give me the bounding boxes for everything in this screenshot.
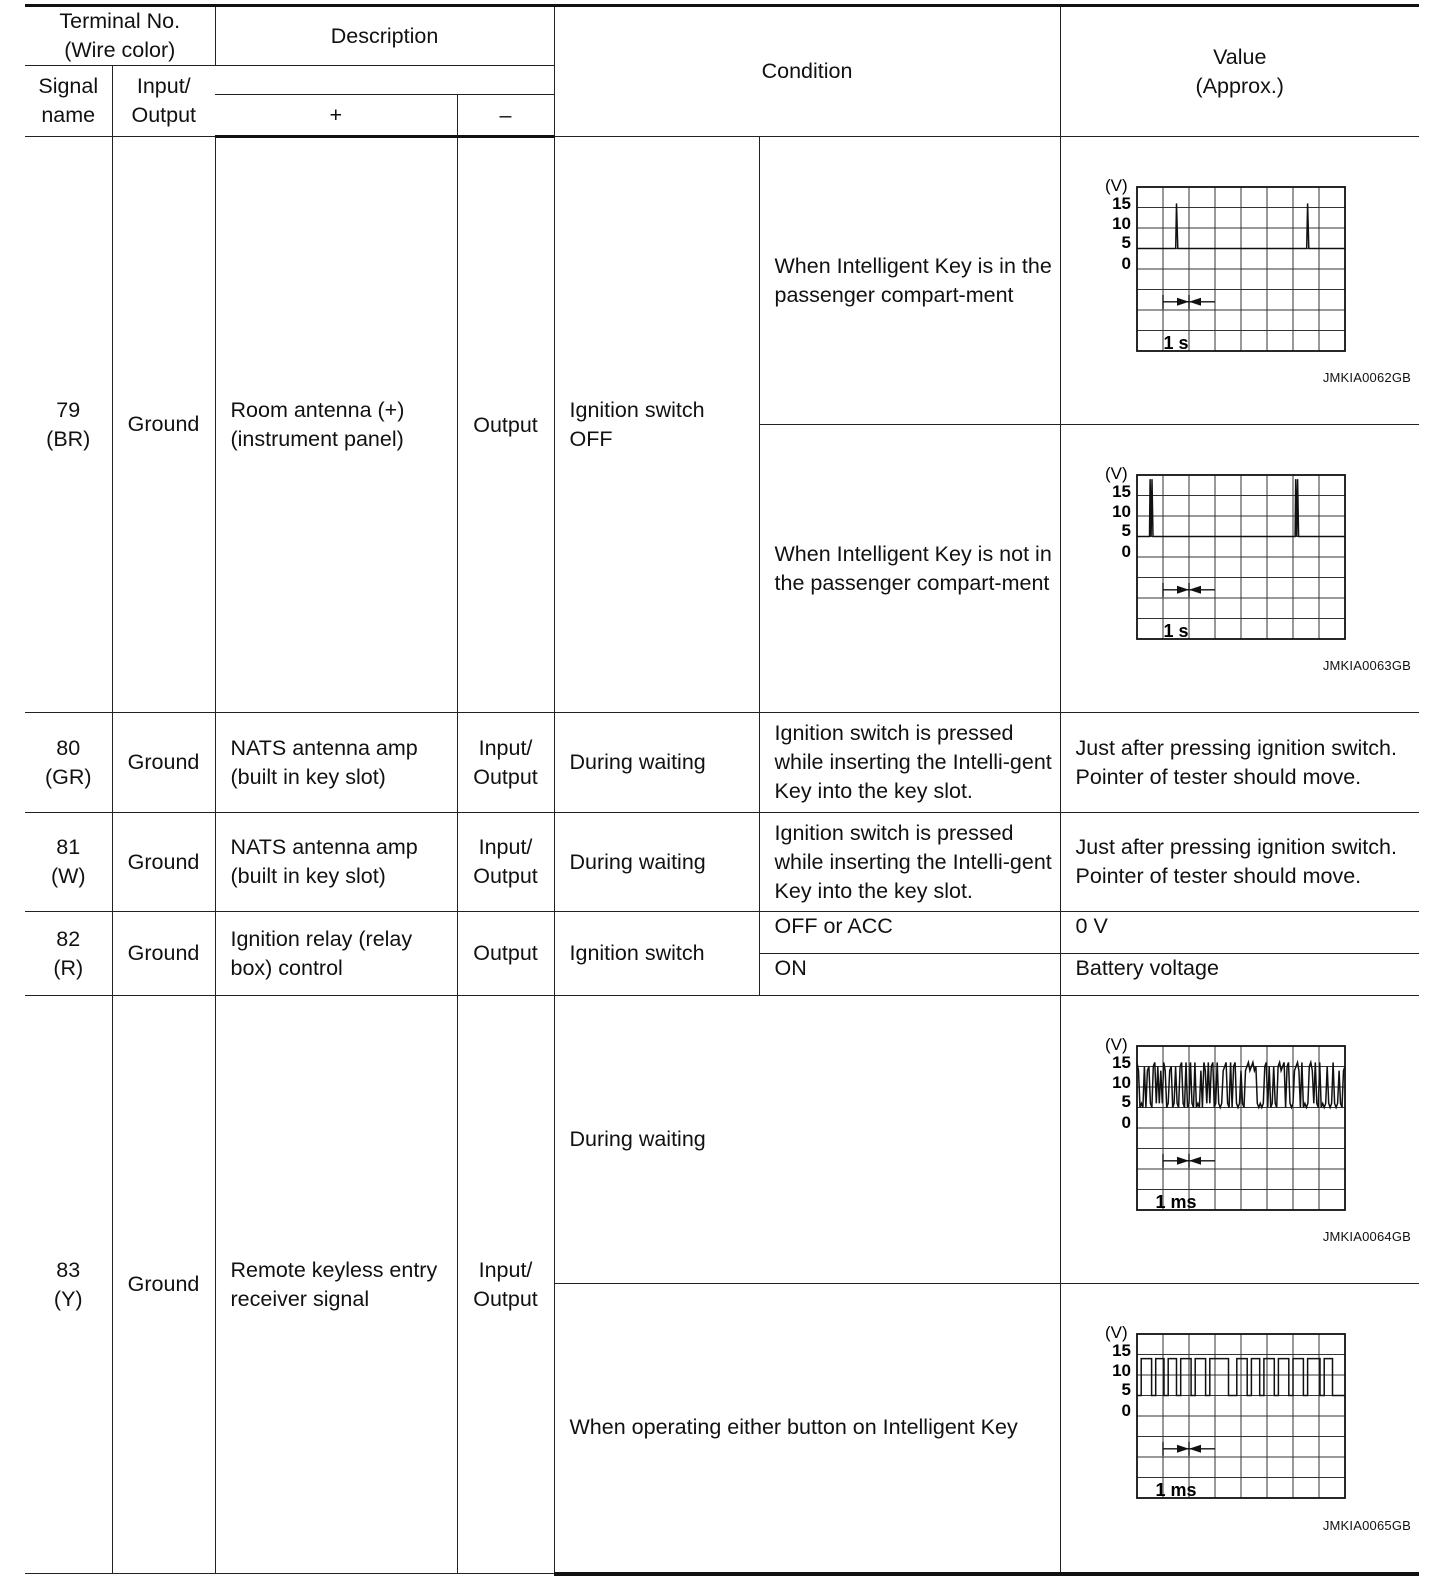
scope-tick-label: 0 [1121,542,1131,561]
io-81: Input/ Output [457,813,554,912]
value-82-on: Battery voltage [1060,954,1419,996]
subcondition-82-off: OFF or ACC [759,912,1060,954]
scope-tick-label: 15 [1111,194,1131,213]
value-header [1060,6,1419,137]
scope-tick-label: 10 [1111,1073,1131,1092]
condition-83-operating: When operating either button on Intelligent Key [554,1284,1060,1574]
time-scale-label: 1 s [1163,621,1189,641]
value-label: Value [1213,44,1267,69]
condition-82: Ignition switch [554,912,759,996]
value-82-off: 0 V [1060,912,1419,954]
condition-header: Condition [554,6,1060,137]
figure-code-83-waiting: JMKIA0064GB [1322,1229,1412,1244]
ground-80: Ground [112,713,215,813]
waveform-cell-83-waiting [1060,996,1419,1284]
time-arrow-right [1177,586,1189,594]
terminal-81: 81 (W) [25,813,112,912]
time-arrow-left [1189,298,1201,306]
time-arrow-left [1189,1445,1201,1453]
waveform-cell-79-in [1060,137,1419,425]
subcondition-81: Ignition switch is pressed while inserting the Intelli-gent Key into the key slot. [759,813,1060,912]
time-arrow-left [1189,586,1201,594]
input-output-header: Input/ Output [112,66,215,137]
signal-80: NATS antenna amp (built in key slot) [215,713,457,813]
time-scale-label: 1 ms [1155,1192,1197,1212]
scope-tick-label: 15 [1111,482,1131,501]
description-header: Description [215,6,554,66]
scope-unit-label: (V) [1104,176,1128,195]
time-arrow-left [1189,1157,1201,1165]
io-82: Output [457,912,554,996]
ground-82: Ground [112,912,215,996]
value-81: Just after pressing ignition switch. Pointer of tester should move. [1060,813,1419,912]
signal-83: Remote keyless entry receiver signal [215,996,457,1574]
scope-tick-label: 5 [1121,233,1131,252]
terminal-spec-table [25,4,1419,1576]
ground-81: Ground [112,813,215,912]
figure-code-79-out: JMKIA0063GB [1322,658,1412,673]
scope-unit-label: (V) [1104,464,1128,483]
figure-code-79-in: JMKIA0062GB [1322,370,1412,385]
terminal-79: 79 (BR) [25,137,112,713]
io-79: Output [457,137,554,713]
scope-tick-label: 0 [1121,254,1131,273]
waveform-79-in [1105,175,1355,365]
ground-79: Ground [112,137,215,713]
time-scale-label: 1 ms [1155,1480,1197,1500]
ground-83: Ground [112,996,215,1574]
scope-tick-label: 5 [1121,521,1131,540]
subcondition-79-in: When Intelligent Key is in the passenger compart-ment [759,137,1060,425]
terminal-80: 80 (GR) [25,713,112,813]
waveform-83-operating [1105,1322,1355,1512]
terminal-no-header [25,6,215,66]
condition-83-waiting: During waiting [554,996,1060,1284]
subcondition-79-out: When Intelligent Key is not in the passenger compart-ment [759,425,1060,713]
waveform-79-out [1105,463,1355,653]
time-arrow-right [1177,1157,1189,1165]
signal-81: NATS antenna amp (built in key slot) [215,813,457,912]
scope-tick-label: 10 [1111,1361,1131,1380]
subcondition-82-on: ON [759,954,1060,996]
scope-unit-label: (V) [1104,1035,1128,1054]
scope-tick-label: 10 [1111,502,1131,521]
minus-terminal-header: – [457,95,554,137]
scope-tick-label: 15 [1111,1053,1131,1072]
time-scale-label: 1 s [1163,333,1189,353]
waveform-83-waiting [1105,1034,1355,1224]
io-80: Input/ Output [457,713,554,813]
signal-name-header: Signal name [25,66,112,137]
signal-82: Ignition relay (relay box) control [215,912,457,996]
scope-tick-label: 0 [1121,1113,1131,1132]
scope-tick-label: 5 [1121,1380,1131,1399]
io-83: Input/ Output [457,996,554,1574]
terminal-83: 83 (Y) [25,996,112,1574]
signal-79: Room antenna (+) (instrument panel) [215,137,457,713]
waveform-cell-83-operating [1060,1284,1419,1574]
plus-terminal-header: + [215,95,457,137]
time-arrow-right [1177,298,1189,306]
waveform-cell-79-out [1060,425,1419,713]
condition-79: Ignition switch OFF [554,137,759,713]
figure-code-83-operating: JMKIA0065GB [1322,1517,1412,1533]
time-arrow-right [1177,1445,1189,1453]
scope-unit-label: (V) [1104,1323,1128,1342]
condition-81: During waiting [554,813,759,912]
condition-80: During waiting [554,713,759,813]
wire-color-label: (Wire color) [64,38,176,62]
approx-label: (Approx.) [1195,73,1284,98]
scope-tick-label: 15 [1111,1341,1131,1360]
terminal-82: 82 (R) [25,912,112,996]
terminal-no-label: Terminal No. [59,9,181,33]
subcondition-80: Ignition switch is pressed while inserting the Intelli-gent Key into the key slot. [759,713,1060,813]
scope-grid [1137,475,1345,639]
scope-tick-label: 0 [1121,1401,1131,1420]
scope-tick-label: 5 [1121,1092,1131,1111]
scope-grid [1137,187,1345,351]
value-80: Just after pressing ignition switch. Pointer of tester should move. [1060,713,1419,813]
scope-tick-label: 10 [1111,214,1131,233]
